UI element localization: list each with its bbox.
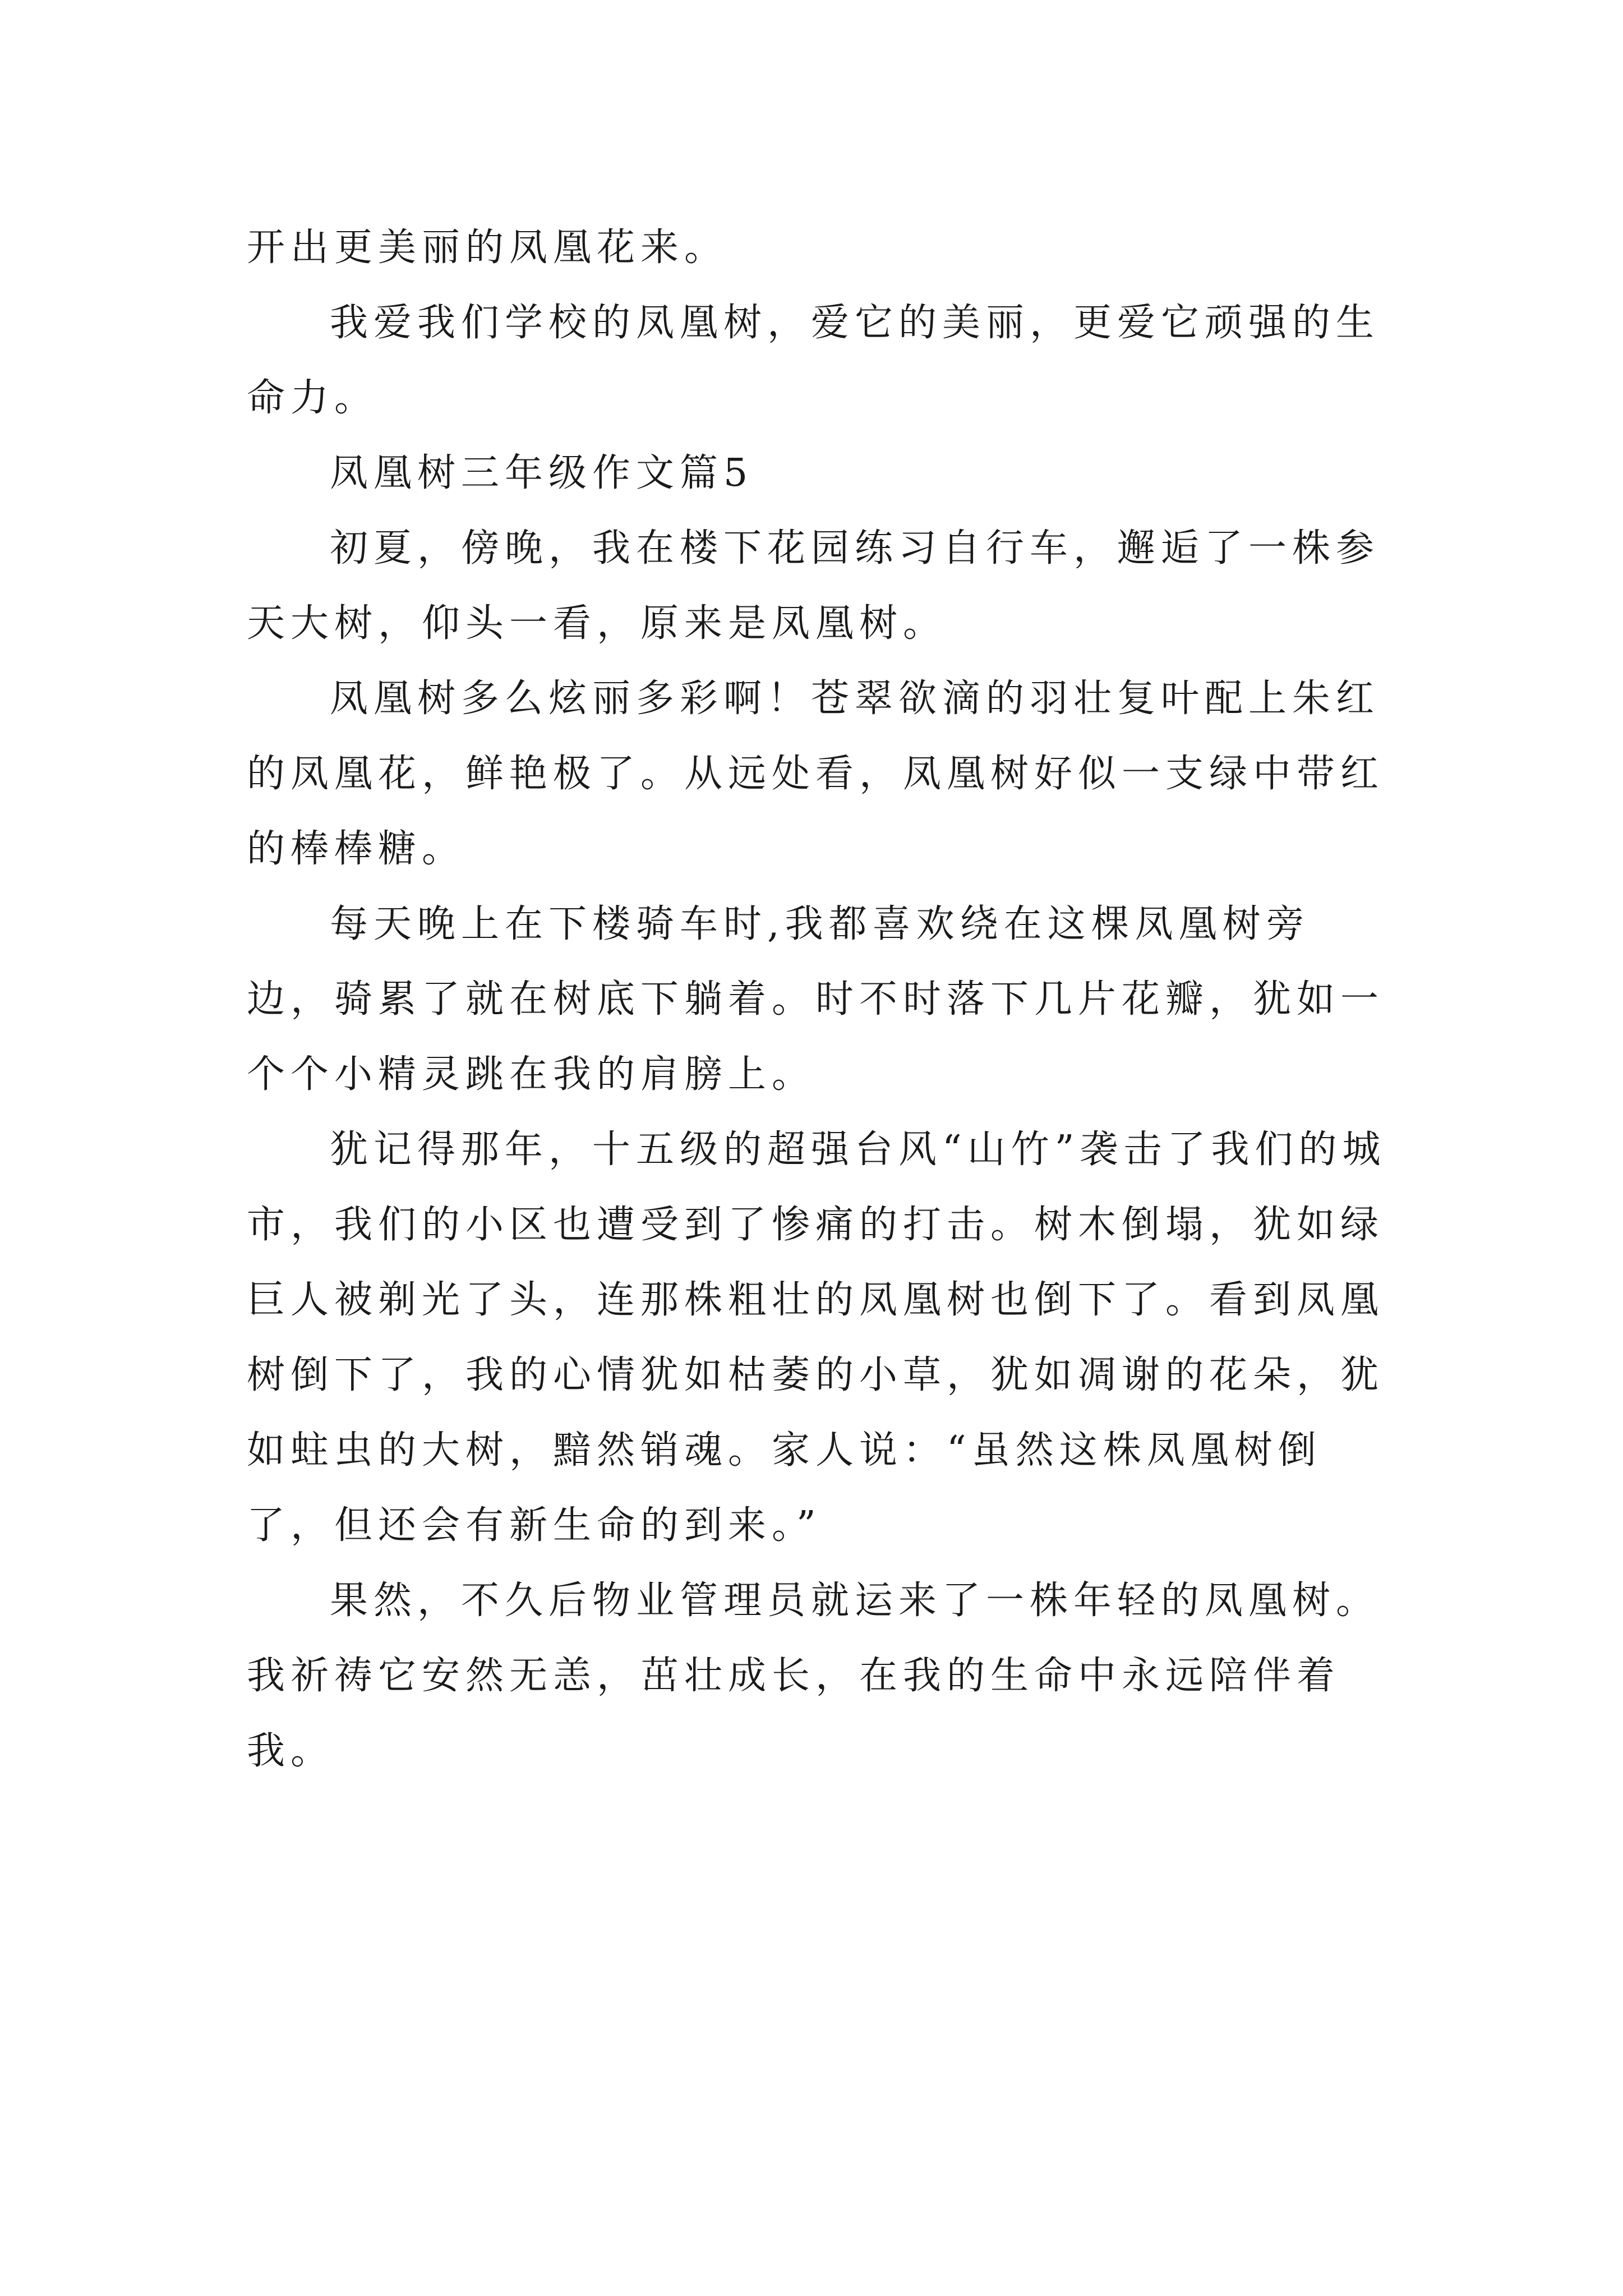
paragraph-3: 初夏，傍晚，我在楼下花园练习自行车，邂逅了一株参天大树，仰头一看，原来是凤凰树。 xyxy=(247,526,1380,646)
document-body xyxy=(247,210,1391,1789)
section-heading: 凤凰树三年级作文篇5 xyxy=(330,451,754,495)
paragraph-7: 果然，不久后物业管理员就运来了一株年轻的凤凰树。我祈祷它安然无恙，茁壮成长，在我的生命中永远陪伴着我。 xyxy=(247,1579,1380,1773)
paragraph-1: 开出更美丽的凤凰花来。 xyxy=(247,226,728,270)
paragraph-6: 犹记得那年，十五级的超强台风“山竹”袭击了我们的城市，我们的小区也遭受到了惨痛的打击。树木倒塌，犹如绿巨人被剃光了头，连那株粗壮的凤凰树也倒下了。看到凤凰树倒下了，我的心情犹如枯萎的小草，犹如凋谢的花朵，犹如蛀虫的大树，黯然销魂。家人说：“虽然这株凤凰树倒了，但还会有新生命的到来。” xyxy=(247,1128,1386,1548)
paragraph-2: 我爱我们学校的凤凰树，爱它的美丽，更爱它顽强的生命力。 xyxy=(247,301,1380,420)
paragraph-5: 每天晚上在下楼骑车时,我都喜欢绕在这棵凤凰树旁边，骑累了就在树底下躺着。时不时落下几片花瓣，犹如一个个小精灵跳在我的肩膀上。 xyxy=(247,902,1385,1097)
paragraph-4: 凤凰树多么炫丽多彩啊！苍翠欲滴的羽壮复叶配上朱红的凤凰花，鲜艳极了。从远处看，凤凰树好似一支绿中带红的棒棒糖。 xyxy=(247,677,1385,871)
